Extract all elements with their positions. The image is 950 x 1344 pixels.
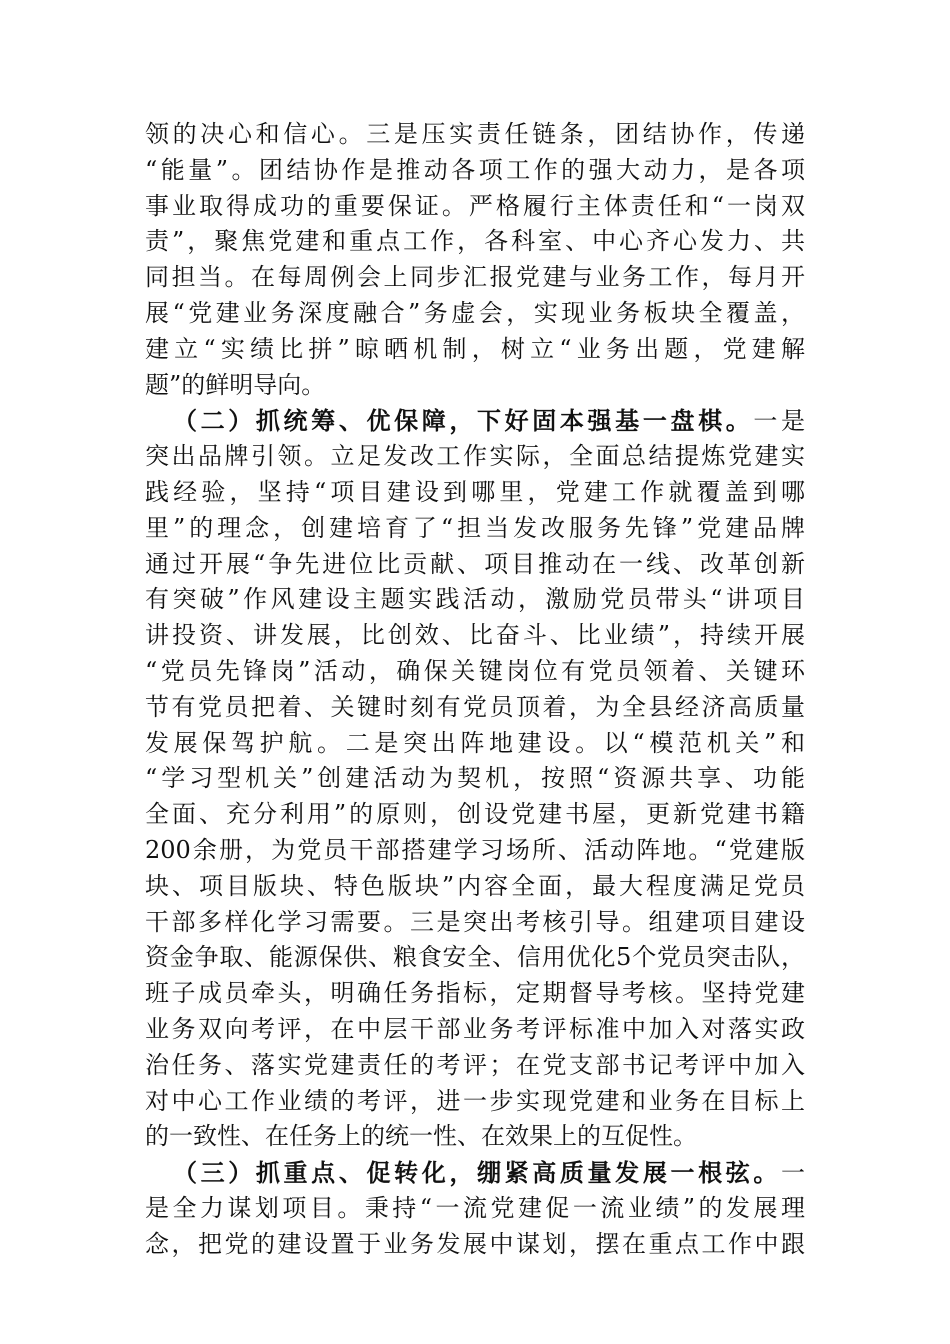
line-text: 资金争取、能源保供、粮食安全、信用优化5个党员突击队，	[145, 943, 805, 972]
paragraph	[145, 403, 805, 1155]
line-text: 建立“实绩比拼”晾晒机制，树立“业务出题，党建解	[145, 334, 805, 363]
line-text: 题”的鲜明导向。	[145, 370, 326, 399]
text-line	[145, 439, 805, 475]
line-text: 一	[781, 1159, 805, 1188]
text-line	[145, 1012, 805, 1048]
text-line	[145, 1048, 805, 1084]
line-text: 里”的理念，创建培育了“担当发改服务先锋”党建品牌	[145, 513, 805, 542]
section-heading: （二）抓统筹、优保障，下好固本强基一盘棋。	[173, 406, 754, 436]
text-line	[145, 296, 805, 332]
text-line	[145, 403, 805, 439]
line-text: 班子成员牵头，明确任务指标，定期督导考核。坚持党建	[145, 979, 805, 1008]
text-line	[145, 117, 805, 153]
line-text: 有突破”作风建设主题实践活动，激励党员带头“讲项目	[145, 585, 805, 614]
line-text: 念，把党的建设置于业务发展中谋划，摆在重点工作中跟	[145, 1229, 805, 1258]
text-line	[145, 511, 805, 547]
text-line	[145, 1155, 805, 1191]
text-line	[145, 833, 805, 869]
line-text: “能量”。团结协作是推动各项工作的强大动力，是各项	[145, 155, 805, 184]
paragraph	[145, 1155, 805, 1262]
text-line	[145, 761, 805, 797]
section-heading: （三）抓重点、促转化，绷紧高质量发展一根弦。	[173, 1158, 781, 1188]
text-line	[145, 976, 805, 1012]
line-text: 干部多样化学习需要。三是突出考核引导。组建项目建设	[145, 907, 805, 936]
text-line	[145, 618, 805, 654]
line-text: 发展保驾护航。二是突出阵地建设。以“模范机关”和	[145, 728, 805, 757]
text-line	[145, 690, 805, 726]
text-line	[145, 582, 805, 618]
line-text: “党员先锋岗”活动，确保关键岗位有党员领着、关键环	[145, 656, 805, 685]
line-text: 的一致性、在任务上的统一性、在效果上的互促性。	[145, 1122, 697, 1151]
line-text: 同担当。在每周例会上同步汇报党建与业务工作，每月开	[145, 263, 805, 292]
line-text: 突出品牌引领。立足发改工作实际，全面总结提炼党建实	[145, 442, 805, 471]
line-text: 200余册，为党员干部搭建学习场所、活动阵地。“党建版	[145, 835, 805, 864]
text-line	[145, 869, 805, 905]
document-body	[145, 117, 805, 1263]
text-line	[145, 332, 805, 368]
line-text: 事业取得成功的重要保证。严格履行主体责任和“一岗双	[145, 191, 805, 220]
text-line	[145, 654, 805, 690]
line-text: 领的决心和信心。三是压实责任链条，团结协作，传递	[145, 120, 805, 148]
text-line	[145, 153, 805, 189]
text-line	[145, 1227, 805, 1263]
line-text: 讲投资、讲发展，比创效、比奋斗、比业绩”，持续开展	[145, 621, 805, 650]
line-text: 节有党员把着、关键时刻有党员顶着，为全县经济高质量	[145, 692, 805, 721]
line-text: 践经验，坚持“项目建设到哪里，党建工作就覆盖到哪	[145, 477, 805, 506]
text-line	[145, 1119, 805, 1155]
line-text: 业务双向考评，在中层干部业务考评标准中加入对落实政	[145, 1014, 805, 1043]
text-line	[145, 368, 805, 404]
line-text: 全面、充分利用”的原则，创设党建书屋，更新党建书籍	[145, 800, 805, 829]
line-text: 责”，聚焦党建和重点工作，各科室、中心齐心发力、共	[145, 227, 805, 256]
text-line	[145, 260, 805, 296]
text-line	[145, 726, 805, 762]
text-line	[145, 189, 805, 225]
text-line	[145, 905, 805, 941]
line-text: 通过开展“争先进位比贡献、项目推动在一线、改革创新	[145, 549, 805, 578]
line-text: 一是	[753, 407, 806, 436]
line-text: 块、项目版块、特色版块”内容全面，最大程度满足党员	[145, 871, 805, 900]
paragraph	[145, 117, 805, 403]
line-text: 对中心工作业绩的考评，进一步实现党建和业务在目标上	[145, 1086, 805, 1115]
text-line	[145, 1084, 805, 1120]
line-text: 是全力谋划项目。秉持“一流党建促一流业绩”的发展理	[145, 1193, 805, 1222]
line-text: 治任务、落实党建责任的考评；在党支部书记考评中加入	[145, 1050, 805, 1079]
text-line	[145, 940, 805, 976]
line-text: “学习型机关”创建活动为契机，按照“资源共享、功能	[145, 764, 805, 793]
text-line	[145, 224, 805, 260]
line-text: 展“党建业务深度融合”务虚会，实现业务板块全覆盖，	[145, 298, 805, 327]
text-line	[145, 475, 805, 511]
text-line	[145, 797, 805, 833]
text-line	[145, 547, 805, 583]
text-line	[145, 1191, 805, 1227]
